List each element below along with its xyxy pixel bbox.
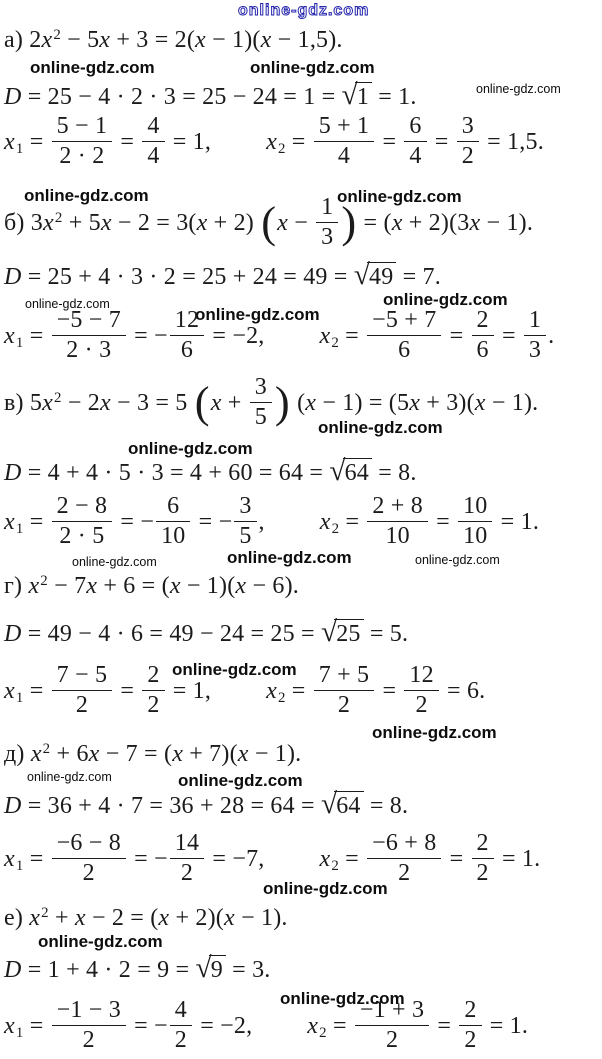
watermark-bold: online-gdz.com bbox=[30, 58, 155, 77]
root-x1: x1 = $\frac{7 - 5}{2}$ = $\frac{2}{2}$ = 1, bbox=[4, 662, 212, 718]
root-x2: x2 = $\frac{5 + 1}{4}$ = $\frac{6}{4}$ = $\frac{3}{2}$ = 1,5. bbox=[266, 113, 544, 169]
fraction: $\frac{4}{4}$ bbox=[140, 113, 166, 170]
fraction: $\frac{2}{2}$ bbox=[457, 997, 483, 1054]
equation-line-b: б) $3x^2 + 5x - 2 = 3(x + 2) (x$ − $\frac{1}{3}$ ) = (x + 2)(3x − 1). bbox=[4, 194, 534, 250]
fraction: $\frac{1}{3}$ bbox=[522, 307, 548, 364]
root-x2: x2 = $\frac{-1 + 3}{2}$ = $\frac{2}{2}$ = 1. bbox=[307, 997, 529, 1053]
watermark-bold: online-gdz.com bbox=[318, 418, 443, 437]
fraction: $\frac{2 - 8}{2 \cdot 5}$ bbox=[50, 493, 115, 550]
square-root: √9 bbox=[195, 957, 225, 983]
fraction: $\frac{4}{2}$ bbox=[168, 997, 194, 1054]
root-x1: x1 = $\frac{-1 - 3}{2}$ = − $\frac{4}{2}$ = −2, bbox=[4, 997, 253, 1053]
watermark-bold: online-gdz.com bbox=[38, 932, 163, 951]
big-paren: ) bbox=[341, 196, 357, 247]
fraction: $\frac{14}{2}$ bbox=[168, 830, 206, 887]
fraction: $\frac{5 + 1}{4}$ bbox=[312, 113, 377, 170]
fraction: $\frac{5 - 1}{2 \cdot 2}$ bbox=[50, 113, 115, 170]
roots-line-d bbox=[4, 832, 540, 889]
fraction: $\frac{2}{6}$ bbox=[470, 307, 496, 364]
fraction: $\frac{-1 - 3}{2}$ bbox=[50, 997, 128, 1054]
roots-line-g bbox=[4, 664, 485, 721]
roots-line-e bbox=[4, 999, 528, 1056]
watermark-small: online-gdz.com bbox=[476, 82, 561, 96]
fraction: $\frac{-6 + 8}{2}$ bbox=[365, 830, 443, 887]
watermark-small: online-gdz.com bbox=[415, 553, 500, 567]
watermark-bold: online-gdz.com bbox=[280, 989, 405, 1008]
watermark-outline: online-gdz.com bbox=[238, 2, 370, 19]
fraction: $\frac{2}{2}$ bbox=[470, 830, 496, 887]
root-x1: x1 = $\frac{5 - 1}{2 \cdot 2}$ = $\frac{4}{4}$ = 1, bbox=[4, 113, 212, 169]
watermark-bold: online-gdz.com bbox=[24, 186, 149, 205]
equation-line-d: д) $x^2 + 6x - 7 = (x + 7)(x - 1)$. bbox=[4, 740, 302, 767]
root-x2: x2 = $\frac{7 + 5}{2}$ = $\frac{12}{2}$ = 6. bbox=[266, 662, 486, 718]
equation-line-e: е) $x^2 + x - 2 = (x + 2)(x - 1)$. bbox=[4, 904, 288, 931]
fraction: $\frac{1}{3}$ bbox=[314, 194, 340, 251]
fraction: $\frac{10}{10}$ bbox=[456, 493, 494, 550]
square-root: √64 bbox=[329, 460, 372, 486]
root-x1: x1 = $\frac{-6 - 8}{2}$ = − $\frac{14}{2}$ = −7, bbox=[4, 830, 265, 886]
root-x1: x1 = $\frac{-5 - 7}{2 \cdot 3}$ = − $\frac{12}{6}$ = −2, bbox=[4, 307, 265, 363]
root-x2: x2 = $\frac{-6 + 8}{2}$ = $\frac{2}{2}$ = 1. bbox=[319, 830, 541, 886]
roots-line-b bbox=[4, 309, 554, 366]
fraction: $\frac{7 - 5}{2}$ bbox=[50, 662, 115, 719]
root-x1: x1 = $\frac{2 - 8}{2 \cdot 5}$ = − $\frac{6}{10}$ = − $\frac{3}{5}$ , bbox=[4, 493, 265, 549]
watermark-bold: online-gdz.com bbox=[372, 723, 497, 742]
discriminant-line-a: D = 25 − 4 · 2 · 3 = 25 − 24 = 1 = √1 = 1. bbox=[4, 79, 417, 111]
big-paren: ( bbox=[194, 376, 210, 427]
roots-line-v bbox=[4, 495, 539, 552]
roots-line-a bbox=[4, 115, 544, 172]
fraction: $\frac{12}{6}$ bbox=[168, 307, 206, 364]
watermark-small: online-gdz.com bbox=[72, 555, 157, 569]
watermark-bold: online-gdz.com bbox=[263, 879, 388, 898]
square-root: √1 bbox=[342, 84, 372, 110]
watermark-bold: online-gdz.com bbox=[337, 187, 462, 206]
fraction: $\frac{6}{4}$ bbox=[402, 113, 428, 170]
fraction: $\frac{3}{5}$ bbox=[248, 374, 274, 431]
watermark-bold: online-gdz.com bbox=[178, 771, 303, 790]
root-x2: x2 = $\frac{-5 + 7}{6}$ = $\frac{2}{6}$ = $\frac{1}{3}$ . bbox=[319, 307, 555, 363]
fraction: $\frac{-5 - 7}{2 \cdot 3}$ bbox=[50, 307, 128, 364]
watermark-bold: online-gdz.com bbox=[172, 660, 297, 679]
watermark-small: online-gdz.com bbox=[27, 770, 112, 784]
fraction: $\frac{2 + 8}{10}$ bbox=[365, 493, 430, 550]
watermark-bold: online-gdz.com bbox=[195, 305, 320, 324]
fraction: $\frac{3}{2}$ bbox=[455, 113, 481, 170]
watermark-bold: online-gdz.com bbox=[383, 290, 508, 309]
discriminant-line-g: D = 49 − 4 · 6 = 49 − 24 = 25 = √25 = 5. bbox=[4, 616, 409, 648]
watermark-small: online-gdz.com bbox=[25, 297, 110, 311]
fraction: $\frac{6}{10}$ bbox=[154, 493, 192, 550]
watermark-bold: online-gdz.com bbox=[250, 58, 375, 77]
watermark-bold: online-gdz.com bbox=[128, 439, 253, 458]
fraction: $\frac{-6 - 8}{2}$ bbox=[50, 830, 128, 887]
discriminant-line-b: D = 25 + 4 · 3 · 2 = 25 + 24 = 49 = √49 = 7. bbox=[4, 259, 441, 291]
fraction: $\frac{12}{2}$ bbox=[402, 662, 440, 719]
equation-line-g: г) $x^2 - 7x + 6 = (x - 1)(x - 6)$. bbox=[4, 572, 299, 599]
root-x2: x2 = $\frac{2 + 8}{10}$ = $\frac{10}{10}$ = 1. bbox=[319, 493, 540, 549]
watermark-bold: online-gdz.com bbox=[227, 548, 352, 567]
square-root: √64 bbox=[321, 793, 364, 819]
discriminant-line-v: D = 4 + 4 · 5 · 3 = 4 + 60 = 64 = √64 = 8. bbox=[4, 455, 417, 487]
fraction: $\frac{7 + 5}{2}$ bbox=[312, 662, 377, 719]
fraction: $\frac{-5 + 7}{6}$ bbox=[365, 307, 443, 364]
fraction: $\frac{2}{2}$ bbox=[140, 662, 166, 719]
equation-line-a: а) $2x^2 - 5x + 3 = 2(x - 1)(x - 1,5)$. bbox=[4, 26, 343, 53]
big-paren: ( bbox=[261, 196, 277, 247]
square-root: √25 bbox=[321, 621, 364, 647]
discriminant-line-e: D = 1 + 4 · 2 = 9 = √9 = 3. bbox=[4, 952, 271, 984]
square-root: √49 bbox=[354, 264, 397, 290]
equation-line-v: в) $5x^2 - 2x - 3 = 5$ (x + $\frac{3}{5}$ ) (x − 1) = (5x + 3)(x − 1). bbox=[4, 374, 539, 430]
discriminant-line-d: D = 36 + 4 · 7 = 36 + 28 = 64 = √64 = 8. bbox=[4, 788, 409, 820]
fraction: $\frac{-1 + 3}{2}$ bbox=[353, 997, 431, 1054]
fraction: $\frac{3}{5}$ bbox=[232, 493, 258, 550]
big-paren: ) bbox=[274, 376, 290, 427]
